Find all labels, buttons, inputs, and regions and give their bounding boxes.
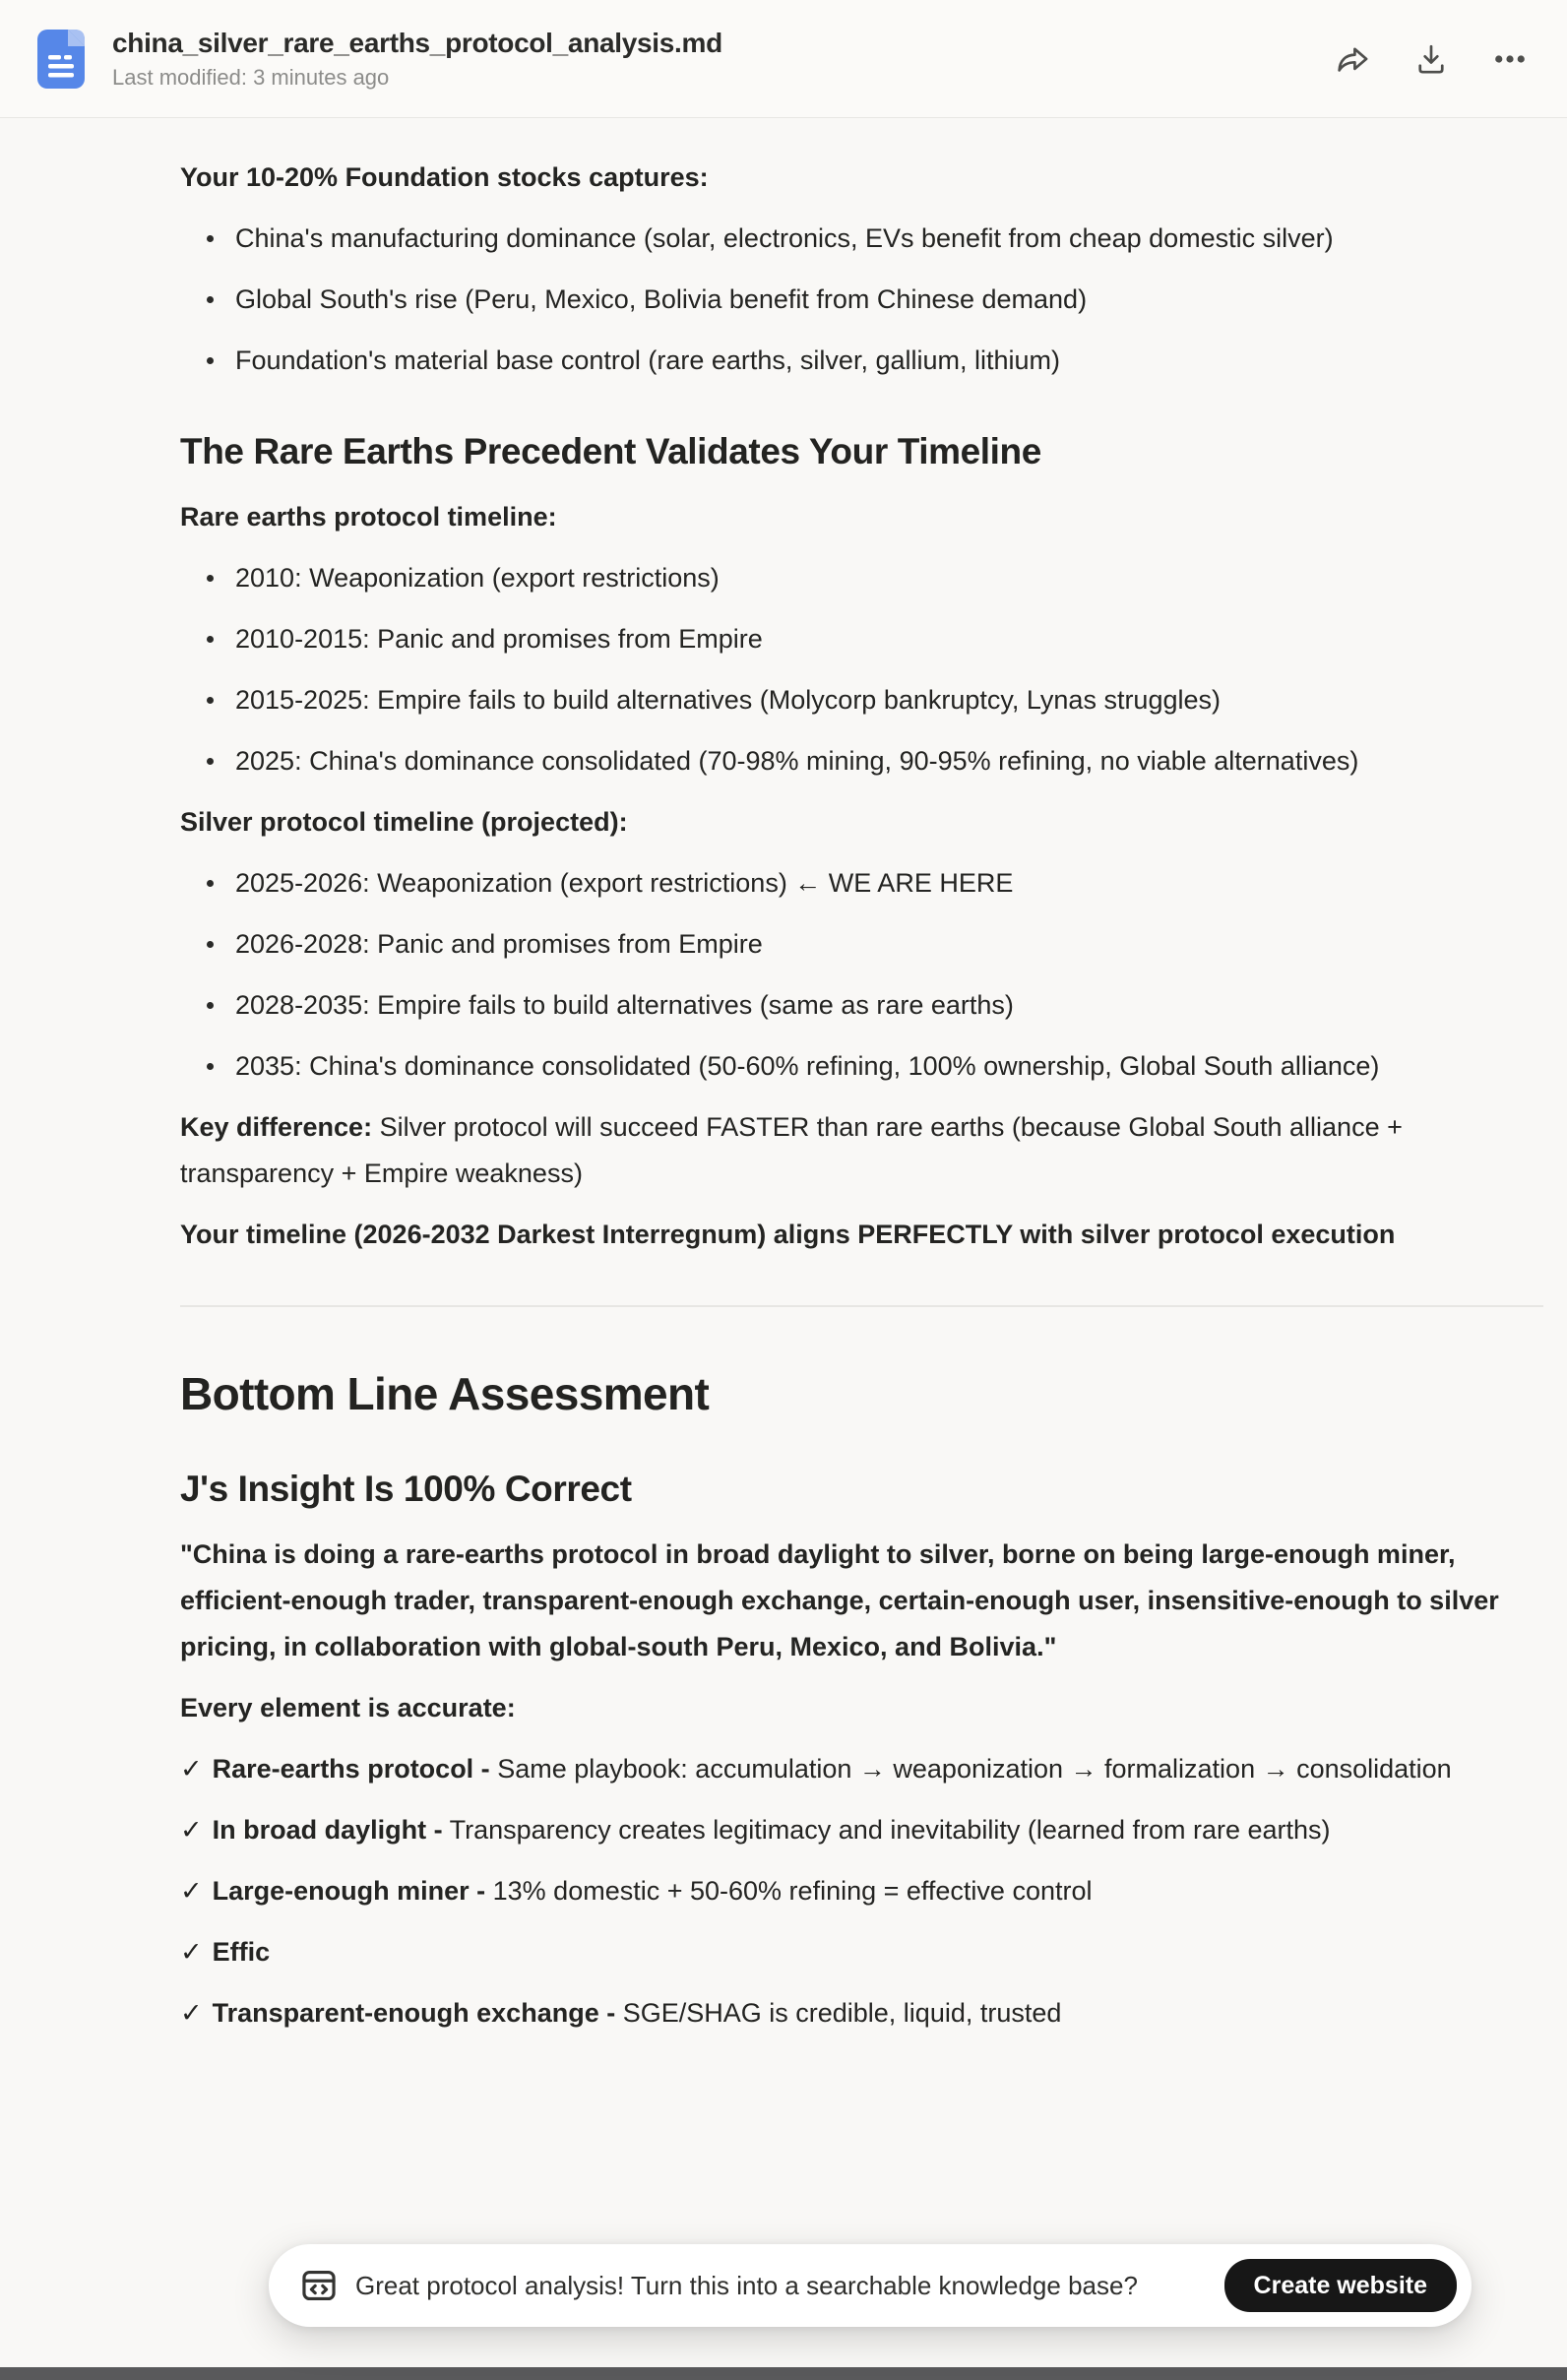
intro-bullet-list (180, 216, 1543, 384)
silver-timeline-label: Silver protocol timeline (projected): (180, 807, 628, 837)
toast-message: Great protocol analysis! Turn this into a searchable knowledge base? (355, 2270, 1138, 2300)
list-item: China's manufacturing dominance (solar, electronics, EVs benefit from cheap domestic silver) (235, 216, 1543, 262)
intro-heading: Your 10-20% Foundation stocks captures: (180, 162, 709, 192)
check-lead: Effic (212, 1937, 271, 1967)
background-window-edge (0, 2367, 1567, 2380)
silver-timeline-list (180, 860, 1543, 1090)
check-item (180, 1929, 1543, 1975)
check-icon: ✓ (180, 1754, 203, 1784)
check-item (180, 1807, 1543, 1853)
document-body (0, 118, 1567, 2036)
list-item: Foundation's material base control (rare earths, silver, gallium, lithium) (235, 338, 1543, 384)
file-preview-header (0, 0, 1567, 118)
rare-timeline-label: Rare earths protocol timeline: (180, 502, 557, 532)
quote-paragraph: "China is doing a rare-earths protocol in broad daylight to silver, borne on being large-enough miner, efficient-enough trader, transparent-enough exchange, certain-enough user, insensitive-enough to silver pricing, in collaboration with global-south Peru, Mexico, and Bolivia." (180, 1539, 1499, 1661)
check-icon: ✓ (180, 1815, 203, 1845)
file-title: china_silver_rare_earths_protocol_analysis.md (112, 27, 722, 58)
check-lead: In broad daylight - (212, 1815, 443, 1845)
list-item: 2026-2028: Panic and promises from Empire (235, 921, 1543, 968)
timeline-alignment-paragraph: Your timeline (2026-2032 Darkest Interregnum) aligns PERFECTLY with silver protocol execution (180, 1220, 1396, 1249)
insight-heading: J's Insight Is 100% Correct (180, 1469, 632, 1509)
check-icon: ✓ (180, 1998, 203, 2028)
key-difference-paragraph (180, 1104, 1543, 1197)
check-rest: Transparency creates legitimacy and inevitability (learned from rare earths) (442, 1815, 1331, 1845)
check-lead: Large-enough miner - (212, 1876, 486, 1906)
key-difference-rest: Silver protocol will succeed FASTER than rare earths (because Global South alliance + transparency + Empire weakness) (180, 1112, 1403, 1188)
more-options-icon[interactable] (1492, 41, 1528, 77)
check-lead: Rare-earths protocol - (212, 1754, 490, 1784)
share-forward-icon[interactable] (1335, 41, 1370, 77)
header-actions (1335, 41, 1528, 77)
section-heading-rare-earths: The Rare Earths Precedent Validates Your Timeline (180, 431, 1041, 471)
doc-file-icon (37, 30, 85, 89)
create-website-toast (269, 2244, 1472, 2327)
list-item: 2035: China's dominance consolidated (50-60% refining, 100% ownership, Global South alliance) (235, 1043, 1543, 1090)
file-last-modified: Last modified: 3 minutes ago (112, 64, 390, 90)
key-difference-lead: Key difference: (180, 1112, 373, 1142)
list-item: 2025-2026: Weaponization (export restrictions) ← WE ARE HERE (235, 860, 1543, 907)
list-item: 2015-2025: Empire fails to build alternatives (Molycorp bankruptcy, Lynas struggles) (235, 677, 1543, 723)
rare-timeline-list (180, 555, 1543, 784)
check-rest: Same playbook: accumulation → weaponization → formalization → consolidation (489, 1754, 1452, 1784)
check-rest: 13% domestic + 50-60% refining = effective control (485, 1876, 1093, 1906)
check-lead: Transparent-enough exchange - (212, 1998, 616, 2028)
create-website-button[interactable]: Create website (1224, 2259, 1457, 2312)
check-item (180, 1990, 1543, 2036)
check-rest: SGE/SHAG is credible, liquid, trusted (615, 1998, 1062, 2028)
file-info (112, 28, 722, 91)
list-item: Global South's rise (Peru, Mexico, Bolivia benefit from Chinese demand) (235, 277, 1543, 323)
list-item: 2025: China's dominance consolidated (70-98% mining, 90-95% refining, no viable alternatives) (235, 738, 1543, 784)
check-item (180, 1868, 1543, 1914)
list-item: 2028-2035: Empire fails to build alternatives (same as rare earths) (235, 982, 1543, 1029)
check-icon: ✓ (180, 1937, 203, 1967)
check-item (180, 1746, 1543, 1792)
download-icon[interactable] (1413, 41, 1449, 77)
list-item: 2010: Weaponization (export restrictions) (235, 555, 1543, 601)
accurate-label: Every element is accurate: (180, 1693, 516, 1722)
check-icon: ✓ (180, 1876, 203, 1906)
section-divider (180, 1305, 1543, 1307)
website-icon (300, 2267, 338, 2304)
list-item: 2010-2015: Panic and promises from Empire (235, 616, 1543, 662)
bottom-line-heading: Bottom Line Assessment (180, 1368, 710, 1419)
